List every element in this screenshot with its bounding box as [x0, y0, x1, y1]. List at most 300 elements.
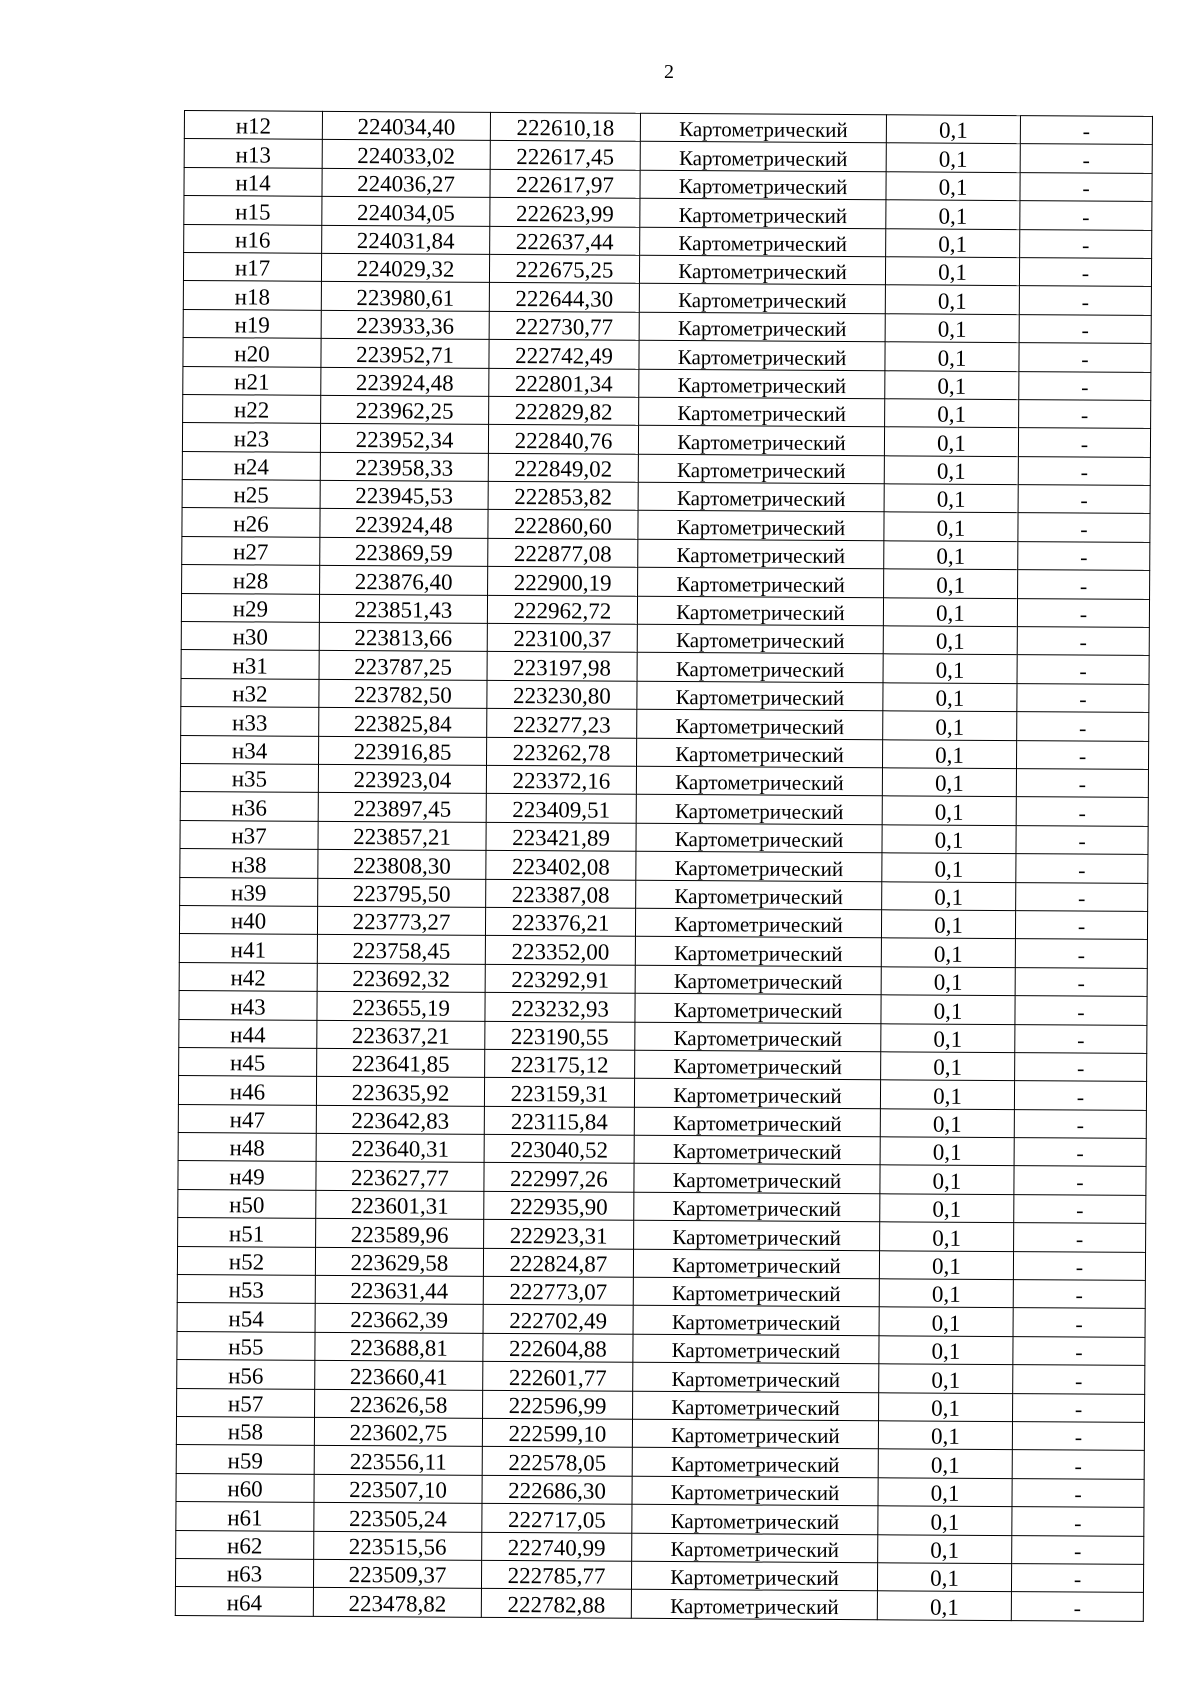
point-name-cell: н20 [183, 338, 321, 367]
x-coordinate-cell: 223556,11 [314, 1446, 482, 1475]
point-name-cell: н43 [179, 991, 317, 1020]
y-coordinate-cell: 223040,52 [484, 1134, 634, 1163]
description-cell: - [1017, 598, 1149, 627]
y-coordinate-cell: 223387,08 [486, 879, 636, 908]
description-cell: - [1014, 1194, 1146, 1223]
y-coordinate-cell: 222617,45 [490, 141, 640, 170]
description-cell: - [1015, 967, 1147, 996]
y-coordinate-cell: 223409,51 [486, 794, 636, 823]
point-name-cell: н18 [183, 281, 321, 310]
description-cell: - [1018, 541, 1150, 570]
method-cell: Картометрический [636, 738, 882, 768]
point-name-cell: н45 [179, 1047, 317, 1076]
x-coordinate-cell: 223857,21 [318, 821, 486, 850]
y-coordinate-cell: 222702,49 [483, 1305, 633, 1334]
x-coordinate-cell: 223642,83 [316, 1105, 484, 1134]
x-coordinate-cell: 223897,45 [318, 793, 486, 822]
method-cell: Картометрический [634, 1135, 880, 1165]
point-name-cell: н36 [180, 792, 318, 821]
y-coordinate-cell: 222578,05 [482, 1447, 632, 1476]
x-coordinate-cell: 223916,85 [319, 736, 487, 765]
description-cell: - [1019, 343, 1151, 372]
x-coordinate-cell: 223629,58 [315, 1247, 483, 1276]
method-cell: Картометрический [640, 227, 886, 257]
method-cell: Картометрический [637, 624, 883, 654]
point-name-cell: н27 [182, 536, 320, 565]
accuracy-cell: 0,1 [882, 853, 1016, 882]
accuracy-cell: 0,1 [885, 370, 1019, 399]
accuracy-cell: 0,1 [881, 1023, 1015, 1052]
point-name-cell: н32 [181, 678, 319, 707]
x-coordinate-cell: 223505,24 [314, 1502, 482, 1531]
description-cell: - [1015, 996, 1147, 1025]
description-cell: - [1013, 1308, 1145, 1337]
y-coordinate-cell: 223376,21 [485, 907, 635, 936]
description-cell: - [1012, 1478, 1144, 1507]
method-cell: Картометрический [640, 198, 886, 228]
x-coordinate-cell: 223813,66 [319, 622, 487, 651]
description-cell: - [1012, 1422, 1144, 1451]
y-coordinate-cell: 222604,88 [483, 1333, 633, 1362]
y-coordinate-cell: 222997,26 [484, 1163, 634, 1192]
y-coordinate-cell: 223232,93 [485, 992, 635, 1021]
description-cell: - [1018, 570, 1150, 599]
description-cell: - [1015, 939, 1147, 968]
y-coordinate-cell: 223421,89 [486, 822, 636, 851]
description-cell: - [1019, 314, 1151, 343]
point-name-cell: н14 [184, 167, 322, 196]
x-coordinate-cell: 223637,21 [317, 1020, 485, 1049]
method-cell: Картометрический [638, 568, 884, 598]
accuracy-cell: 0,1 [880, 1194, 1014, 1223]
description-cell: - [1017, 627, 1149, 656]
accuracy-cell: 0,1 [886, 172, 1020, 201]
method-cell: Картометрический [635, 1050, 881, 1080]
y-coordinate-cell: 222637,44 [490, 226, 640, 255]
y-coordinate-cell: 222740,99 [482, 1532, 632, 1561]
y-coordinate-cell: 222596,99 [483, 1390, 633, 1419]
accuracy-cell: 0,1 [883, 711, 1017, 740]
description-cell: - [1016, 797, 1148, 826]
x-coordinate-cell: 223787,25 [319, 651, 487, 680]
point-name-cell: н39 [180, 877, 318, 906]
method-cell: Картометрический [634, 1107, 880, 1137]
description-cell: - [1019, 258, 1151, 287]
y-coordinate-cell: 223100,37 [487, 623, 637, 652]
y-coordinate-cell: 223292,91 [485, 964, 635, 993]
description-cell: - [1013, 1336, 1145, 1365]
method-cell: Картометрический [638, 482, 884, 512]
accuracy-cell: 0,1 [883, 683, 1017, 712]
x-coordinate-cell: 223876,40 [320, 566, 488, 595]
y-coordinate-cell: 222623,99 [490, 198, 640, 227]
x-coordinate-cell: 223825,84 [319, 708, 487, 737]
coordinates-table-body [175, 111, 1152, 1622]
accuracy-cell: 0,1 [886, 143, 1020, 172]
y-coordinate-cell: 222730,77 [489, 311, 639, 340]
description-cell: - [1016, 854, 1148, 883]
point-name-cell: н30 [181, 622, 319, 651]
method-cell: Картометрический [639, 369, 885, 399]
description-cell: - [1020, 116, 1152, 145]
accuracy-cell: 0,1 [881, 966, 1015, 995]
point-name-cell: н40 [179, 905, 317, 934]
method-cell: Картометрический [637, 653, 883, 683]
description-cell: - [1013, 1365, 1145, 1394]
x-coordinate-cell: 224031,84 [322, 225, 490, 254]
method-cell: Картометрический [636, 851, 882, 881]
accuracy-cell: 0,1 [882, 768, 1016, 797]
y-coordinate-cell: 222617,97 [490, 169, 640, 198]
accuracy-cell: 0,1 [878, 1506, 1012, 1535]
description-cell: - [1013, 1393, 1145, 1422]
point-name-cell: н46 [178, 1076, 316, 1105]
description-cell: - [1017, 712, 1149, 741]
x-coordinate-cell: 223924,48 [321, 367, 489, 396]
description-cell: - [1014, 1081, 1146, 1110]
accuracy-cell: 0,1 [879, 1392, 1013, 1421]
accuracy-cell: 0,1 [884, 512, 1018, 541]
point-name-cell: н64 [175, 1587, 313, 1616]
x-coordinate-cell: 223758,45 [317, 935, 485, 964]
method-cell: Картометрический [638, 426, 884, 456]
description-cell: - [1019, 371, 1151, 400]
accuracy-cell: 0,1 [881, 995, 1015, 1024]
accuracy-cell: 0,1 [885, 314, 1019, 343]
x-coordinate-cell: 223869,59 [320, 537, 488, 566]
point-name-cell: н62 [176, 1530, 314, 1559]
accuracy-cell: 0,1 [884, 427, 1018, 456]
method-cell: Картометрический [633, 1391, 879, 1421]
accuracy-cell: 0,1 [879, 1364, 1013, 1393]
accuracy-cell: 0,1 [885, 285, 1019, 314]
x-coordinate-cell: 223626,58 [315, 1389, 483, 1418]
point-name-cell: н17 [183, 252, 321, 281]
y-coordinate-cell: 223197,98 [487, 652, 637, 681]
description-cell: - [1018, 513, 1150, 542]
point-name-cell: н38 [180, 849, 318, 878]
page-number: 2 [664, 61, 674, 83]
accuracy-cell: 0,1 [882, 739, 1016, 768]
y-coordinate-cell: 222824,87 [483, 1248, 633, 1277]
accuracy-cell: 0,1 [881, 910, 1015, 939]
method-cell: Картометрический [638, 454, 884, 484]
description-cell: - [1014, 1223, 1146, 1252]
method-cell: Картометрический [639, 397, 885, 427]
description-cell: - [1018, 456, 1150, 485]
y-coordinate-cell: 223175,12 [485, 1049, 635, 1078]
point-name-cell: н34 [181, 735, 319, 764]
x-coordinate-cell: 223655,19 [317, 991, 485, 1020]
point-name-cell: н59 [176, 1445, 314, 1474]
accuracy-cell: 0,1 [877, 1591, 1011, 1620]
x-coordinate-cell: 223692,32 [317, 963, 485, 992]
point-name-cell: н60 [176, 1473, 314, 1502]
x-coordinate-cell: 223507,10 [314, 1474, 482, 1503]
x-coordinate-cell: 223851,43 [319, 594, 487, 623]
x-coordinate-cell: 223773,27 [317, 906, 485, 935]
y-coordinate-cell: 223372,16 [486, 765, 636, 794]
accuracy-cell: 0,1 [884, 455, 1018, 484]
description-cell: - [1015, 1024, 1147, 1053]
point-name-cell: н58 [176, 1416, 314, 1445]
accuracy-cell: 0,1 [885, 342, 1019, 371]
method-cell: Картометрический [639, 312, 885, 342]
method-cell: Картометрический [635, 1022, 881, 1052]
y-coordinate-cell: 222877,08 [488, 538, 638, 567]
x-coordinate-cell: 224034,40 [322, 111, 490, 140]
y-coordinate-cell: 222849,02 [488, 453, 638, 482]
point-name-cell: н61 [176, 1502, 314, 1531]
method-cell: Картометрический [633, 1277, 879, 1307]
x-coordinate-cell: 223945,53 [320, 480, 488, 509]
method-cell: Картометрический [632, 1419, 878, 1449]
x-coordinate-cell: 223782,50 [319, 679, 487, 708]
x-coordinate-cell: 223641,85 [317, 1048, 485, 1077]
x-coordinate-cell: 223958,33 [320, 452, 488, 481]
point-name-cell: н31 [181, 650, 319, 679]
accuracy-cell: 0,1 [878, 1449, 1012, 1478]
method-cell: Картометрический [634, 1164, 880, 1194]
y-coordinate-cell: 222860,60 [488, 510, 638, 539]
y-coordinate-cell: 222644,30 [489, 283, 639, 312]
accuracy-cell: 0,1 [883, 626, 1017, 655]
y-coordinate-cell: 222675,25 [489, 254, 639, 283]
accuracy-cell: 0,1 [880, 1165, 1014, 1194]
description-cell: - [1018, 485, 1150, 514]
y-coordinate-cell: 223190,55 [485, 1021, 635, 1050]
y-coordinate-cell: 222686,30 [482, 1475, 632, 1504]
accuracy-cell: 0,1 [886, 228, 1020, 257]
point-name-cell: н52 [177, 1246, 315, 1275]
accuracy-cell: 0,1 [883, 654, 1017, 683]
y-coordinate-cell: 223230,80 [487, 680, 637, 709]
accuracy-cell: 0,1 [884, 541, 1018, 570]
method-cell: Картометрический [631, 1590, 877, 1620]
x-coordinate-cell: 224029,32 [321, 253, 489, 282]
description-cell: - [1016, 825, 1148, 854]
accuracy-cell: 0,1 [879, 1250, 1013, 1279]
method-cell: Картометрический [635, 965, 881, 995]
method-cell: Картометрический [633, 1306, 879, 1336]
method-cell: Картометрический [632, 1504, 878, 1534]
accuracy-cell: 0,1 [882, 825, 1016, 854]
y-coordinate-cell: 222599,10 [482, 1418, 632, 1447]
point-name-cell: н13 [184, 139, 322, 168]
point-name-cell: н56 [177, 1360, 315, 1389]
method-cell: Картометрический [633, 1334, 879, 1364]
point-name-cell: н42 [179, 962, 317, 991]
y-coordinate-cell: 222935,90 [484, 1191, 634, 1220]
description-cell: - [1012, 1535, 1144, 1564]
x-coordinate-cell: 223980,61 [321, 282, 489, 311]
y-coordinate-cell: 222773,07 [483, 1276, 633, 1305]
point-name-cell: н37 [180, 820, 318, 849]
y-coordinate-cell: 222923,31 [484, 1220, 634, 1249]
x-coordinate-cell: 223640,31 [316, 1133, 484, 1162]
y-coordinate-cell: 222900,19 [488, 567, 638, 596]
method-cell: Картометрический [632, 1533, 878, 1563]
point-name-cell: н29 [181, 593, 319, 622]
accuracy-cell: 0,1 [878, 1421, 1012, 1450]
y-coordinate-cell: 222840,76 [488, 425, 638, 454]
point-name-cell: н12 [184, 111, 322, 140]
x-coordinate-cell: 223660,41 [315, 1361, 483, 1390]
point-name-cell: н57 [177, 1388, 315, 1417]
accuracy-cell: 0,1 [879, 1279, 1013, 1308]
accuracy-cell: 0,1 [883, 597, 1017, 626]
method-cell: Картометрический [633, 1249, 879, 1279]
point-name-cell: н49 [178, 1161, 316, 1190]
description-cell: - [1014, 1138, 1146, 1167]
y-coordinate-cell: 223115,84 [484, 1106, 634, 1135]
description-cell: - [1016, 769, 1148, 798]
y-coordinate-cell: 223402,08 [486, 851, 636, 880]
accuracy-cell: 0,1 [885, 399, 1019, 428]
accuracy-cell: 0,1 [886, 115, 1020, 144]
x-coordinate-cell: 223627,77 [316, 1162, 484, 1191]
y-coordinate-cell: 223277,23 [487, 709, 637, 738]
point-name-cell: н51 [178, 1218, 316, 1247]
point-name-cell: н21 [183, 366, 321, 395]
method-cell: Картометрический [638, 511, 884, 541]
description-cell: - [1015, 911, 1147, 940]
point-name-cell: н50 [178, 1189, 316, 1218]
point-name-cell: н41 [179, 934, 317, 963]
description-cell: - [1013, 1280, 1145, 1309]
y-coordinate-cell: 222853,82 [488, 481, 638, 510]
point-name-cell: н16 [184, 224, 322, 253]
x-coordinate-cell: 224036,27 [322, 168, 490, 197]
method-cell: Картометрический [632, 1448, 878, 1478]
description-cell: - [1018, 428, 1150, 457]
point-name-cell: н54 [177, 1303, 315, 1332]
x-coordinate-cell: 223924,48 [320, 509, 488, 538]
x-coordinate-cell: 223601,31 [316, 1190, 484, 1219]
x-coordinate-cell: 223478,82 [313, 1588, 481, 1617]
description-cell: - [1017, 655, 1149, 684]
x-coordinate-cell: 223952,34 [320, 424, 488, 453]
y-coordinate-cell: 222829,82 [489, 396, 639, 425]
description-cell: - [1017, 683, 1149, 712]
accuracy-cell: 0,1 [879, 1336, 1013, 1365]
description-cell: - [1012, 1507, 1144, 1536]
method-cell: Картометрический [640, 142, 886, 172]
point-name-cell: н47 [178, 1104, 316, 1133]
method-cell: Картометрический [639, 340, 885, 370]
y-coordinate-cell: 222801,34 [489, 368, 639, 397]
method-cell: Картометрический [637, 709, 883, 739]
accuracy-cell: 0,1 [880, 1137, 1014, 1166]
description-cell: - [1013, 1251, 1145, 1280]
point-name-cell: н44 [179, 1019, 317, 1048]
accuracy-cell: 0,1 [877, 1563, 1011, 1592]
y-coordinate-cell: 223159,31 [484, 1078, 634, 1107]
x-coordinate-cell: 223808,30 [318, 849, 486, 878]
method-cell: Картометрический [635, 937, 881, 967]
accuracy-cell: 0,1 [878, 1534, 1012, 1563]
y-coordinate-cell: 222785,77 [481, 1560, 631, 1589]
accuracy-cell: 0,1 [886, 200, 1020, 229]
accuracy-cell: 0,1 [884, 569, 1018, 598]
method-cell: Картометрический [636, 795, 882, 825]
accuracy-cell: 0,1 [879, 1307, 1013, 1336]
x-coordinate-cell: 224034,05 [322, 197, 490, 226]
point-name-cell: н63 [175, 1558, 313, 1587]
point-name-cell: н24 [182, 451, 320, 480]
accuracy-cell: 0,1 [880, 1080, 1014, 1109]
point-name-cell: н26 [182, 508, 320, 537]
accuracy-cell: 0,1 [882, 796, 1016, 825]
x-coordinate-cell: 223962,25 [321, 395, 489, 424]
point-name-cell: н28 [182, 565, 320, 594]
y-coordinate-cell: 223262,78 [487, 737, 637, 766]
method-cell: Картометрический [634, 1221, 880, 1251]
table-row [175, 1587, 1143, 1621]
x-coordinate-cell: 223795,50 [318, 878, 486, 907]
x-coordinate-cell: 223662,39 [315, 1304, 483, 1333]
x-coordinate-cell: 223688,81 [315, 1332, 483, 1361]
description-cell: - [1020, 144, 1152, 173]
y-coordinate-cell: 222717,05 [482, 1503, 632, 1532]
point-name-cell: н33 [181, 707, 319, 736]
x-coordinate-cell: 223602,75 [314, 1417, 482, 1446]
method-cell: Картометрический [640, 113, 886, 143]
method-cell: Картометрический [635, 993, 881, 1023]
accuracy-cell: 0,1 [881, 1052, 1015, 1081]
description-cell: - [1019, 286, 1151, 315]
description-cell: - [1020, 229, 1152, 258]
point-name-cell: н48 [178, 1133, 316, 1162]
method-cell: Картометрический [638, 539, 884, 569]
method-cell: Картометрический [634, 1079, 880, 1109]
point-name-cell: н19 [183, 309, 321, 338]
method-cell: Картометрический [640, 170, 886, 200]
x-coordinate-cell: 223631,44 [315, 1275, 483, 1304]
description-cell: - [1016, 882, 1148, 911]
point-name-cell: н23 [182, 423, 320, 452]
x-coordinate-cell: 223952,71 [321, 338, 489, 367]
method-cell: Картометрический [632, 1476, 878, 1506]
point-name-cell: н55 [177, 1331, 315, 1360]
x-coordinate-cell: 223589,96 [316, 1219, 484, 1248]
description-cell: - [1016, 740, 1148, 769]
method-cell: Картометрический [637, 681, 883, 711]
y-coordinate-cell: 222782,88 [481, 1589, 631, 1618]
accuracy-cell: 0,1 [881, 938, 1015, 967]
accuracy-cell: 0,1 [878, 1478, 1012, 1507]
y-coordinate-cell: 223352,00 [485, 936, 635, 965]
coordinates-table [175, 110, 1153, 1622]
method-cell: Картометрический [636, 766, 882, 796]
x-coordinate-cell: 223923,04 [318, 764, 486, 793]
method-cell: Картометрический [637, 596, 883, 626]
point-name-cell: н15 [184, 196, 322, 225]
description-cell: - [1012, 1450, 1144, 1479]
method-cell: Картометрический [639, 255, 885, 285]
y-coordinate-cell: 222742,49 [489, 339, 639, 368]
description-cell: - [1020, 201, 1152, 230]
point-name-cell: н22 [183, 394, 321, 423]
description-cell: - [1011, 1592, 1143, 1621]
description-cell: - [1014, 1109, 1146, 1138]
x-coordinate-cell: 223509,37 [313, 1559, 481, 1588]
accuracy-cell: 0,1 [880, 1108, 1014, 1137]
method-cell: Картометрический [634, 1192, 880, 1222]
point-name-cell: н35 [180, 763, 318, 792]
method-cell: Картометрический [636, 880, 882, 910]
accuracy-cell: 0,1 [880, 1222, 1014, 1251]
